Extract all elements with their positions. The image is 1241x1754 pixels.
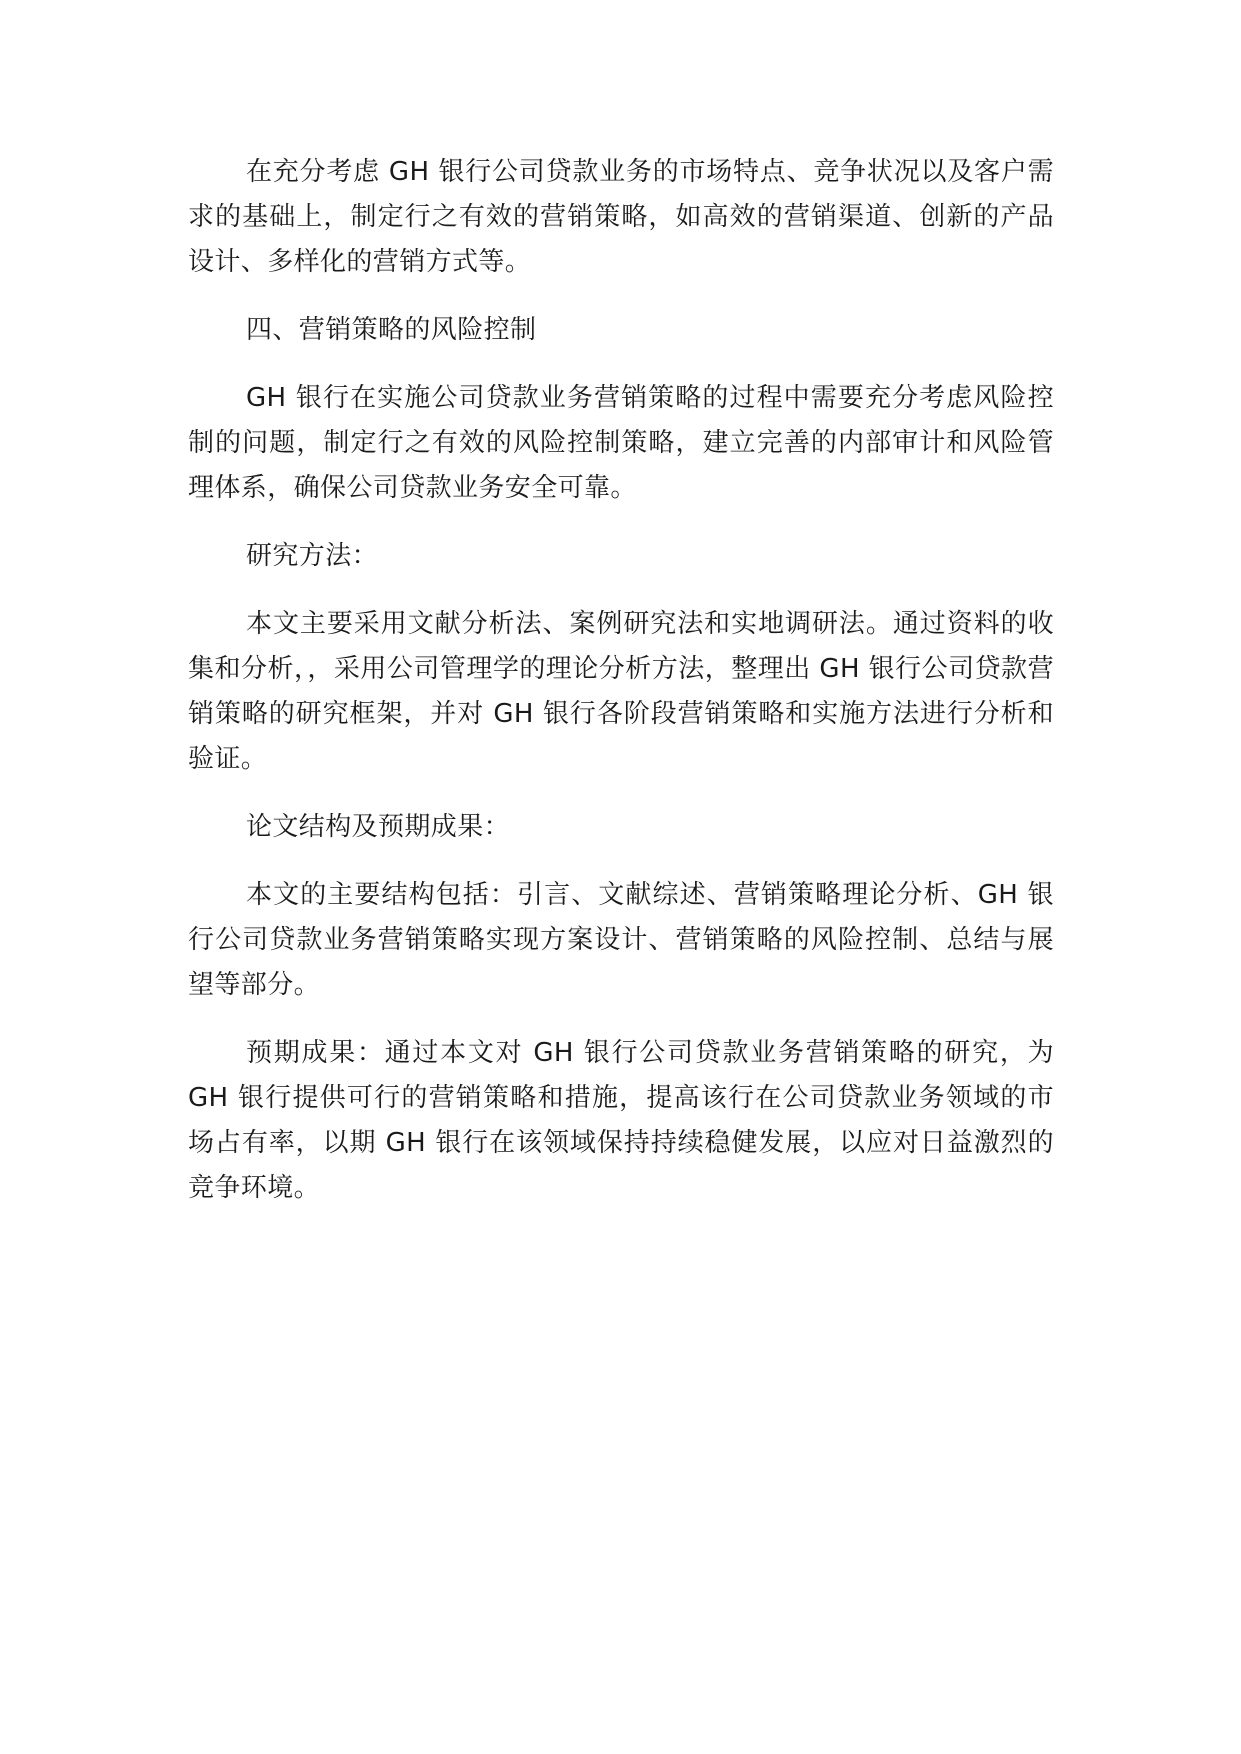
paragraph-strategy-design: 在充分考虑 GH 银行公司贷款业务的市场特点、竞争状况以及客户需求的基础上，制定行之有效的营销策略，如高效的营销渠道、创新的产品设计、多样化的营销方式等。 [188, 157, 1054, 277]
section-heading-risk-control: 四、营销策略的风险控制 [246, 315, 537, 345]
paragraph-risk-control: GH 银行在实施公司贷款业务营销策略的过程中需要充分考虑风险控制的问题，制定行之有效的风险控制策略，建立完善的内部审计和风险管理体系，确保公司贷款业务安全可靠。 [188, 383, 1054, 503]
paragraph-research-method: 本文主要采用文献分析法、案例研究法和实地调研法。通过资料的收集和分析，，采用公司管理学的理论分析方法，整理出 GH 银行公司贷款营销策略的研究框架，并对 GH 银行各阶段营销策略和实施方法进行分析和验证。 [188, 609, 1054, 774]
section-heading-structure-outcomes: 论文结构及预期成果： [246, 812, 511, 842]
paragraph-expected-outcomes: 预期成果：通过本文对 GH 银行公司贷款业务营销策略的研究，为 GH 银行提供可行的营销策略和措施，提高该行在公司贷款业务领域的市场占有率，以期 GH 银行在该领域保持持续稳健发展，以应对日益激烈的竞争环境。 [188, 1038, 1054, 1203]
section-heading-research-method: 研究方法： [246, 541, 379, 571]
document-body [188, 150, 1054, 1234]
paragraph-structure: 本文的主要结构包括：引言、文献综述、营销策略理论分析、GH 银行公司贷款业务营销策略实现方案设计、营销策略的风险控制、总结与展望等部分。 [188, 880, 1054, 1000]
